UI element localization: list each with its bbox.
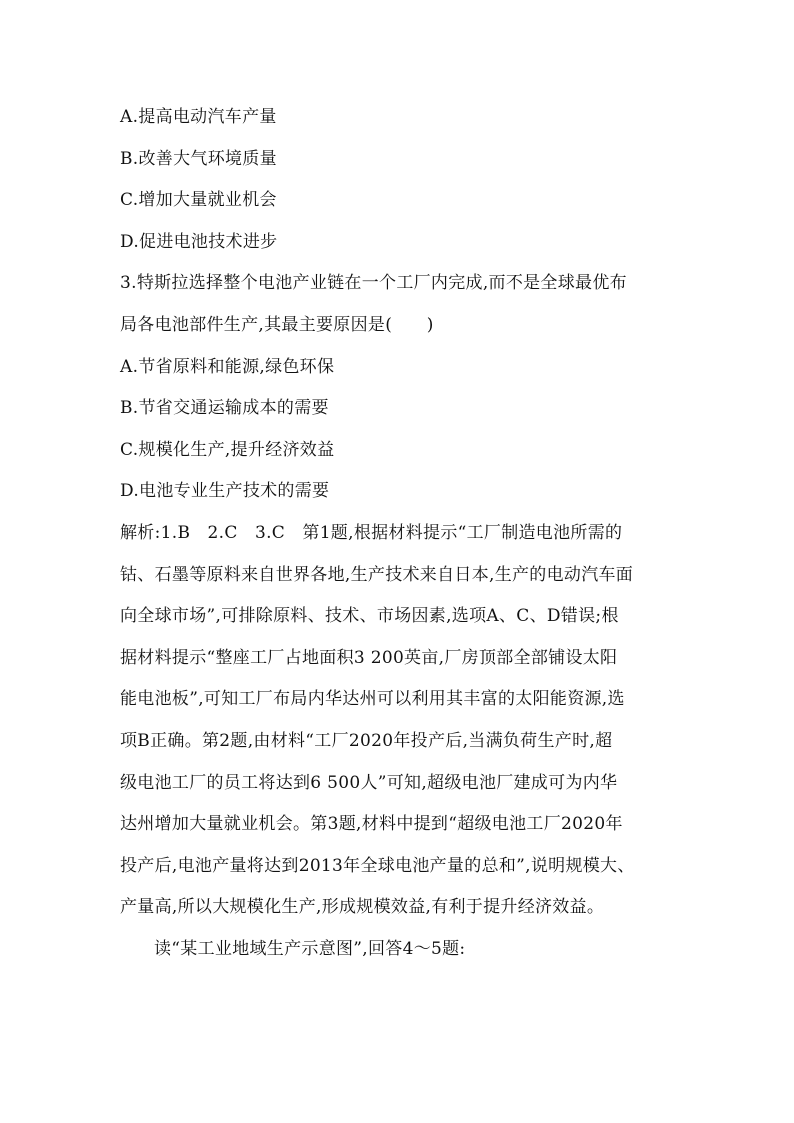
q2-option-c: C.增加大量就业机会 — [120, 190, 277, 211]
q3-stem-line-2: 局各电池部件生产,其最主要原因是( ) — [120, 314, 434, 335]
analysis-line: 项B正确。第2题,由材料“工厂2020年投产后,当满负荷生产时,超 — [120, 730, 613, 751]
q3-option-a: A.节省原料和能源,绿色环保 — [120, 356, 335, 377]
q3-stem-line-1: 3.特斯拉选择整个电池产业链在一个工厂内完成,而不是全球最优布 — [120, 273, 627, 294]
analysis-line: 达州增加大量就业机会。第3题,材料中提到“超级电池工厂2020年 — [120, 814, 623, 835]
next-question-prompt: 读“某工业地域生产示意图”,回答4～5题: — [154, 938, 466, 959]
document-page — [120, 97, 680, 970]
q2-option-b: B.改善大气环境质量 — [120, 148, 277, 169]
q3-option-b: B.节省交通运输成本的需要 — [120, 398, 329, 419]
analysis-line: 据材料提示“整座工厂占地面积3 200英亩,厂房顶部全部铺设太阳 — [120, 647, 618, 668]
analysis-line: 产量高,所以大规模化生产,形成规模效益,有利于提升经济效益。 — [120, 897, 605, 918]
analysis-line: 投产后,电池产量将达到2013年全球电池产量的总和”,说明规模大、 — [120, 855, 635, 876]
q2-option-d: D.促进电池技术进步 — [120, 231, 278, 252]
analysis-line: 钴、石墨等原料来自世界各地,生产技术来自日本,生产的电动汽车面 — [120, 564, 634, 585]
analysis-line: 级电池工厂的员工将达到6 500人”可知,超级电池厂建成可为内华 — [120, 772, 618, 793]
analysis-line: 解析:1.B 2.C 3.C 第1题,根据材料提示“工厂制造电池所需的 — [120, 522, 623, 543]
analysis-line: 能电池板”,可知工厂布局内华达州可以利用其丰富的太阳能资源,选 — [120, 689, 625, 710]
q2-option-a: A.提高电动汽车产量 — [120, 107, 277, 127]
q3-option-c: C.规模化生产,提升经济效益 — [120, 439, 335, 460]
analysis-line: 向全球市场”,可排除原料、技术、市场因素,选项A、C、D错误;根 — [120, 606, 619, 627]
q3-option-d: D.电池专业生产技术的需要 — [120, 481, 330, 502]
